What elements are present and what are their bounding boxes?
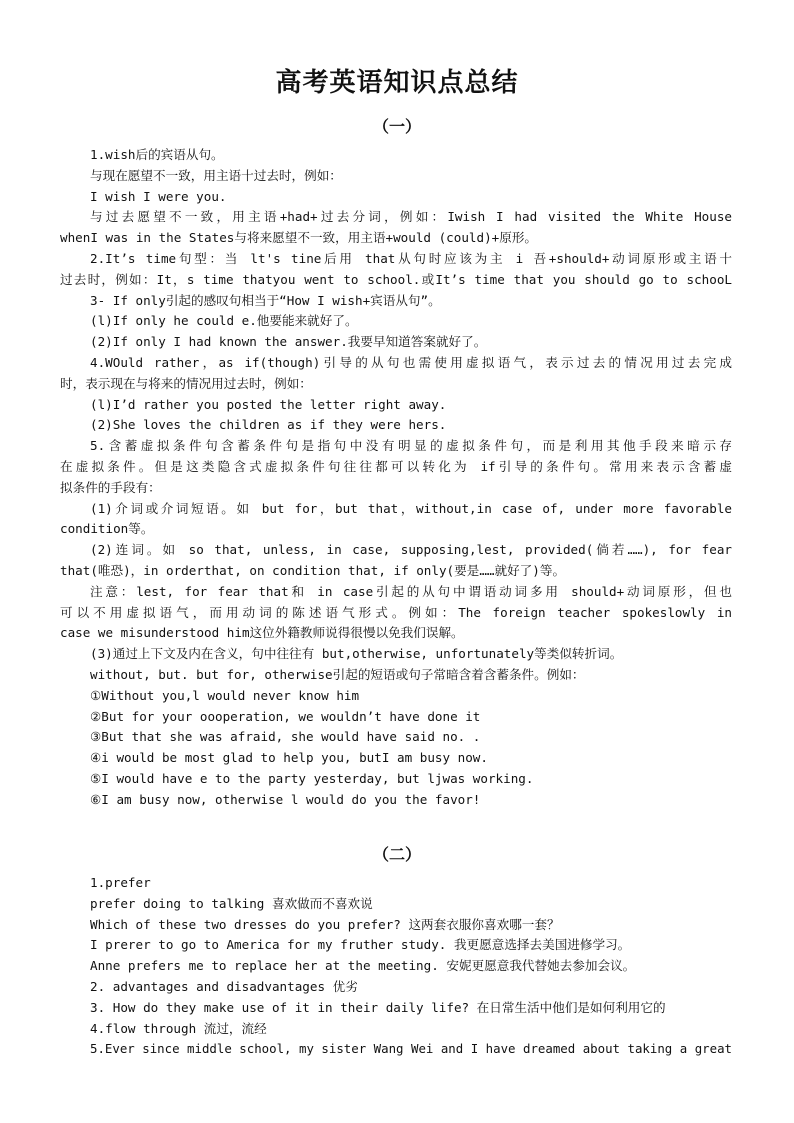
text-line: 与现在愿望不一致，用主语十过去时，例如：: [90, 168, 342, 183]
text-line: 可以不用虚拟语气，而用动词的陈述语气形式。例如：The foreign teacher spokeslowly in: [60, 605, 732, 620]
text-line: (l)I’d rather you posted the letter right away.: [90, 397, 447, 412]
text-line: ③But that she was afraid, she would have said no. .: [90, 729, 481, 744]
text-line: without, but. but for, otherwise引起的短语或句子常暗含着含蓄条件。例如：: [90, 667, 585, 682]
text-line: 注意：lest, for fear that和 in case引起的从句中谓语动词多用 should+动词原形，但也: [90, 584, 732, 599]
document-title: 高考英语知识点总结: [275, 68, 519, 98]
text-line: I prerer to go to America for my fruther study. 我更愿意选择去美国进修学习。: [90, 937, 631, 952]
text-line: ②But for your oooperation, we wouldn’t have done it: [90, 709, 481, 724]
text-line: I wish I were you.: [90, 189, 227, 204]
text-line: 与过去愿望不一致，用主语+had+过去分词，例如：Iwish I had visited the White House: [90, 209, 732, 224]
text-line: 时，表示现在与将来的情况用过去时，例如：: [60, 376, 312, 391]
text-line: ④i would be most glad to help you, butI am busy now.: [90, 750, 488, 765]
text-line: (l)If only he could e.他要能来就好了。: [90, 313, 358, 328]
text-line: 5.含蓄虚拟条件句含蓄条件句是指句中没有明显的虚拟条件句，而是利用其他手段来暗示存: [90, 438, 732, 453]
text-line: 拟条件的手段有：: [60, 480, 161, 495]
text-line: 过去时，例如：It，s time thatyou went to school.或It’s time that you should go to schooL: [60, 272, 732, 287]
text-line: (1)介词或介词短语。如 but for，but that，without,in case of, under more favorable: [90, 501, 732, 516]
text-line: (3)通过上下文及内在含义，句中往往有 but,otherwise, unfortunately等类似转折词。: [90, 646, 623, 661]
section-heading-1: （一）: [372, 117, 421, 136]
text-line: case we misunderstood him这位外籍教师说得很慢以免我们误解。: [60, 625, 464, 640]
text-line: Anne prefers me to replace her at the meeting. 安妮更愿意我代替她去参加会议。: [90, 958, 636, 973]
text-line: ⑤I would have e to the party yesterday, but ljwas working.: [90, 771, 534, 786]
text-line: (2)If only I had known the answer.我要早知道答案就好了。: [90, 334, 487, 349]
text-line: 4.flow through 流过，流经: [90, 1021, 267, 1036]
text-line: 2.It’s time句型：当 lt's tine后用 that从句时应该为主 i 吾+should+动词原形或主语十: [90, 251, 732, 266]
text-line: ⑥I am busy now, otherwise l would do you the favor!: [90, 792, 481, 807]
text-line: 在虚拟条件。但是这类隐含式虚拟条件句往往都可以转化为 if引导的条件句。常用来表示含蓄虚: [60, 459, 732, 474]
text-line: 3- If only引起的感叹句相当于“How I wish+宾语从句”。: [90, 293, 441, 308]
text-line: 1.wish后的宾语从句。: [90, 147, 224, 162]
text-line: 1.prefer: [90, 875, 151, 890]
text-line: whenI was in the States与将来愿望不一致，用主语+would (could)+原形。: [60, 230, 538, 245]
text-line: 3. How do they make use of it in their daily life? 在日常生活中他们是如何利用它的: [90, 1000, 666, 1015]
text-line: ①Without you,l would never know him: [90, 688, 360, 703]
text-line: (2)连词。如 so that, unless, in case, supposing,lest, provided(倘若……), for fear: [90, 542, 732, 557]
text-line: (2)She loves the children as if they were hers.: [90, 417, 447, 432]
text-line: that(唯恐)，in orderthat, on condition that, if only(要是……就好了)等。: [60, 563, 566, 578]
text-line: 5.Ever since middle school, my sister Wang Wei and I have dreamed about taking a great: [90, 1041, 732, 1056]
text-line: 2. advantages and disadvantages 优劣: [90, 979, 358, 994]
text-line: condition等。: [60, 521, 154, 536]
section-heading-2: （二）: [372, 845, 421, 864]
text-line: prefer doing to talking 喜欢做而不喜欢说: [90, 896, 373, 911]
text-line: Which of these two dresses do you prefer? 这两套衣服你喜欢哪一套？: [90, 917, 560, 932]
text-line: 4.WOuld rather，as if(though)引导的从句也需使用虚拟语气，表示过去的情况用过去完成: [90, 355, 732, 370]
